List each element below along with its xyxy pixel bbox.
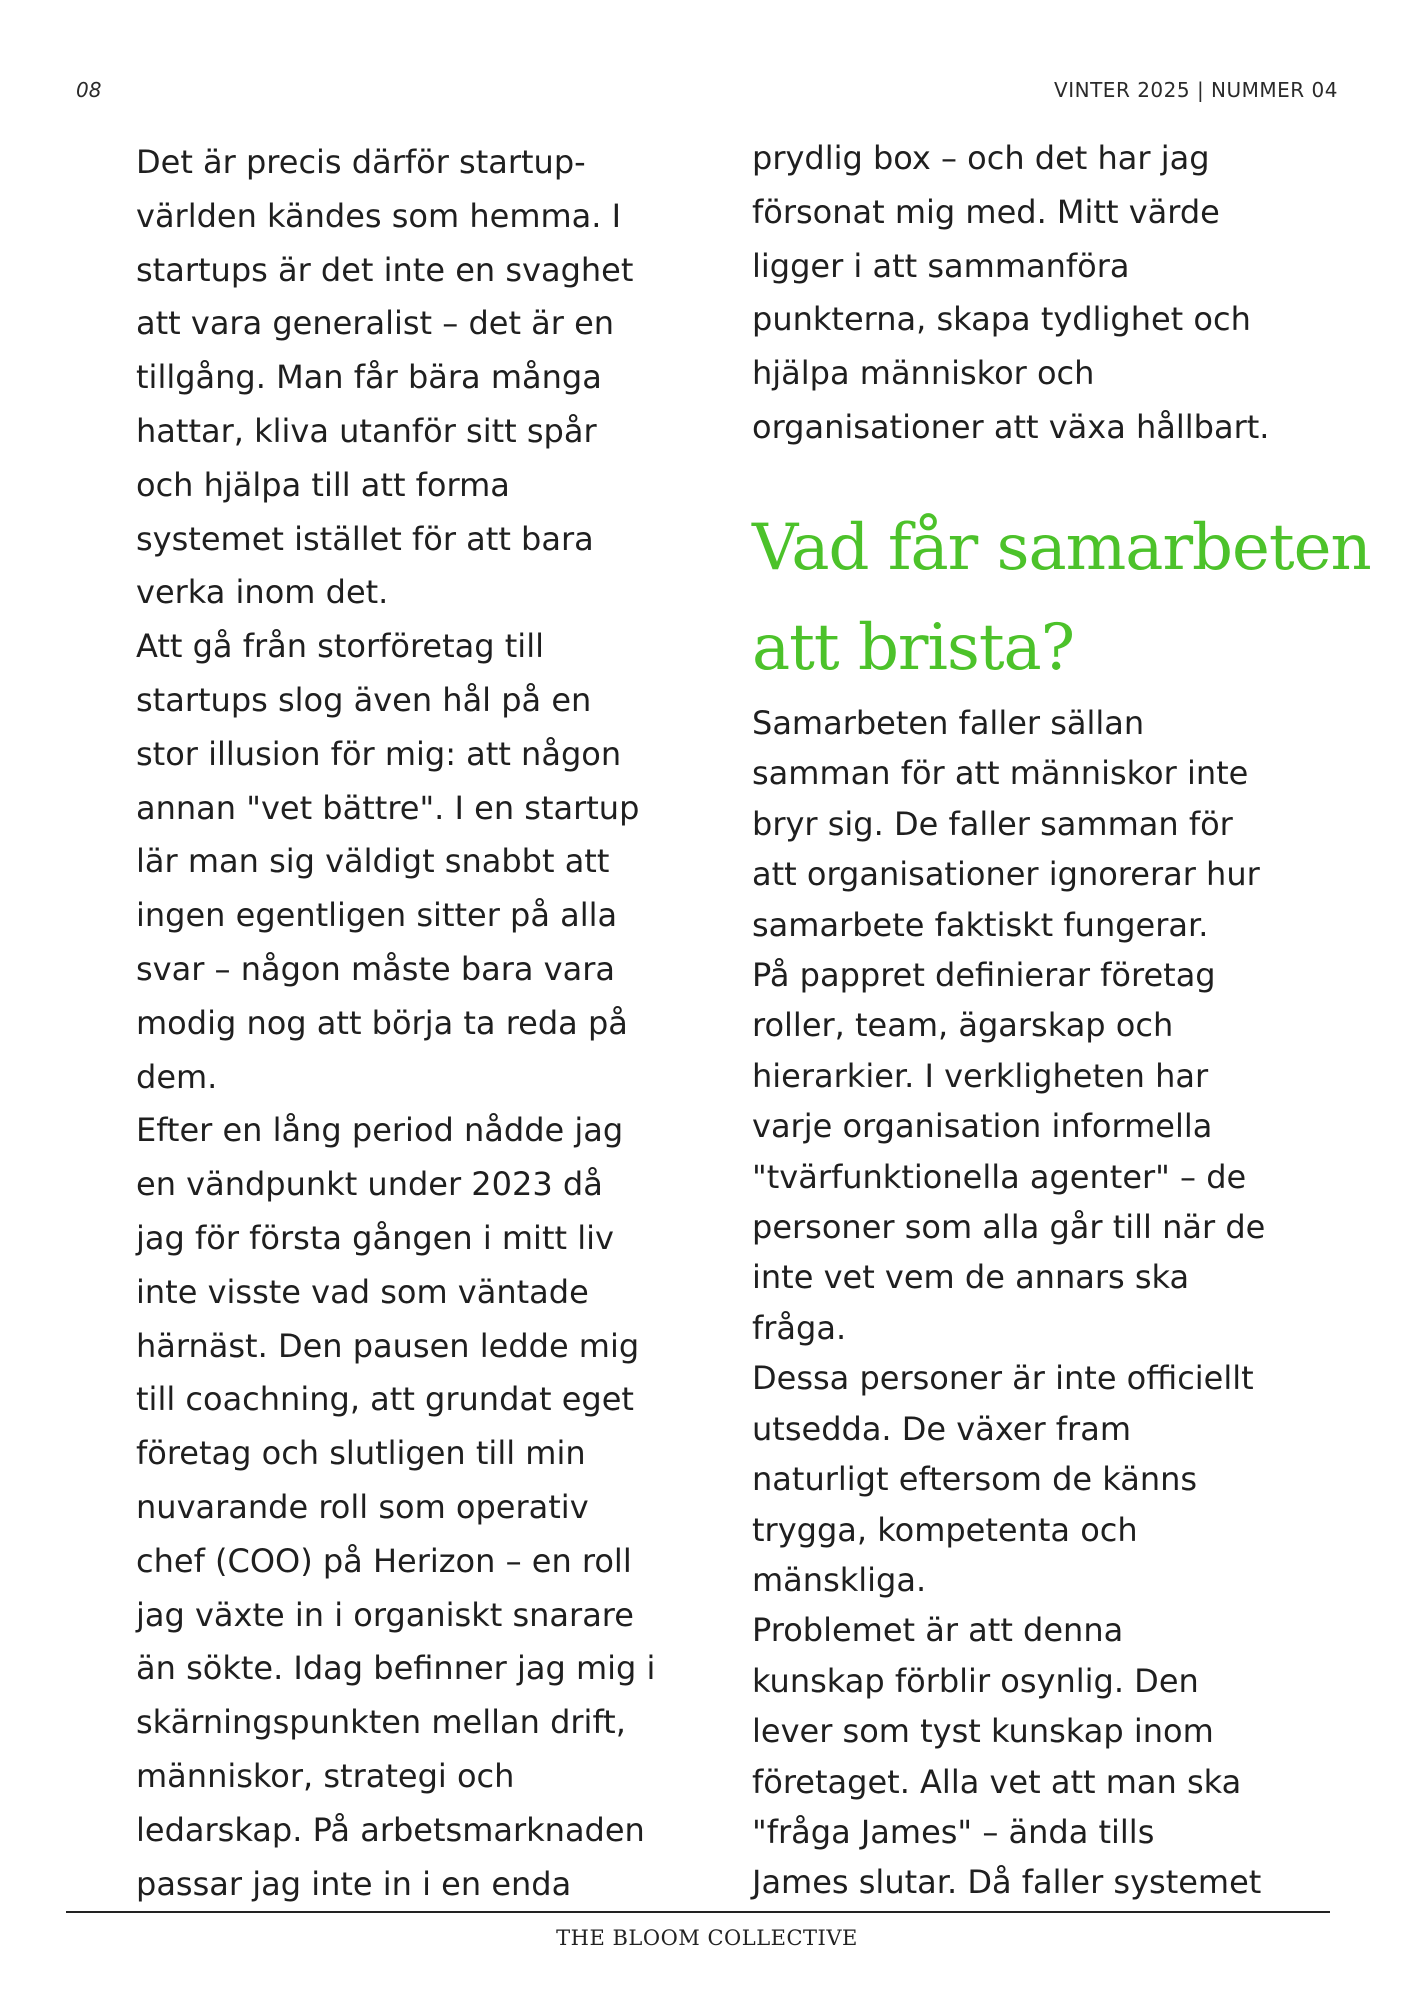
footer-publication-name: THE BLOOM COLLECTIVE	[556, 1926, 858, 1950]
text-line: prydlig box – och det har jag	[752, 139, 1210, 177]
text-line: härnäst. Den pausen ledde mig	[136, 1326, 640, 1365]
text-line: jag växte in i organiskt snarare	[136, 1595, 634, 1634]
text-line: hierarkier. I verkligheten har	[752, 1056, 1209, 1095]
right-column-intro	[752, 132, 1352, 455]
text-line: startups är det inte en svaghet	[136, 250, 634, 289]
text-line: dem.	[136, 1057, 218, 1096]
text-line: mänskliga.	[752, 1560, 927, 1599]
text-line: till coachning, att grundat eget	[136, 1380, 634, 1419]
text-line: företaget. Alla vet att man ska	[752, 1762, 1242, 1801]
text-line: Problemet är att denna	[752, 1611, 1124, 1650]
text-line: verka inom det.	[136, 573, 389, 612]
text-line: utsedda. De växer fram	[752, 1409, 1131, 1448]
text-line: jag för första gången i mitt liv	[136, 1218, 614, 1257]
text-line: roller, team, ägarskap och	[752, 1006, 1174, 1045]
heading-line: Vad får samarbeten	[752, 511, 1371, 585]
text-line: att vara generalist – det är en	[136, 304, 615, 343]
text-line: stor illusion för mig: att någon	[136, 734, 622, 773]
text-line: försonat mig med. Mitt värde	[752, 192, 1220, 231]
text-line: hattar, kliva utanför sitt spår	[136, 411, 597, 450]
text-line: naturligt eftersom de känns	[752, 1460, 1198, 1499]
text-line: På pappret definierar företag	[752, 956, 1216, 995]
text-line: nuvarande roll som operativ	[136, 1487, 589, 1526]
text-line: och hjälpa till att forma	[136, 465, 510, 504]
text-line: bryr sig. De faller samman för	[752, 804, 1233, 843]
text-line: "tvärfunktionella agenter" – de	[752, 1157, 1247, 1196]
text-line: svar – någon måste bara vara	[136, 949, 615, 988]
text-line: startups slog även hål på en	[136, 680, 592, 719]
text-line: inte visste vad som väntade	[136, 1272, 589, 1311]
text-line: trygga, kompetenta och	[752, 1510, 1138, 1549]
text-line: chef (COO) på Herizon – en roll	[136, 1541, 632, 1580]
text-line: Samarbeten faller sällan	[752, 704, 1145, 742]
section-heading	[752, 498, 1371, 698]
text-line: organisationer att växa hållbart.	[752, 407, 1270, 446]
text-line: punkterna, skapa tydlighet och	[752, 300, 1251, 339]
text-line: världen kändes som hemma. I	[136, 196, 622, 235]
left-column	[136, 136, 726, 1911]
text-line: Efter en lång period nådde jag	[136, 1111, 624, 1150]
text-line: systemet istället för att bara	[136, 519, 594, 558]
text-line: tillgång. Man får bära många	[136, 358, 602, 397]
right-column-body	[752, 698, 1352, 1908]
text-line: en vändpunkt under 2023 då	[136, 1165, 603, 1204]
text-line: skärningspunkten mellan drift,	[136, 1703, 626, 1742]
issue-label: VINTER 2025 | NUMMER 04	[1054, 78, 1338, 102]
footer-divider	[66, 1911, 1330, 1913]
text-line: ligger i att sammanföra	[752, 246, 1130, 285]
text-line: Att gå från storföretag till	[136, 627, 544, 666]
text-line: "fråga James" – ända tills	[752, 1812, 1155, 1851]
text-line: passar jag inte in i en enda	[136, 1864, 572, 1903]
text-line: ledarskap. På arbetsmarknaden	[136, 1810, 645, 1849]
text-line: lär man sig väldigt snabbt att	[136, 842, 610, 881]
text-line: modig nog att börja ta reda på	[136, 1003, 628, 1042]
text-line: ingen egentligen sitter på alla	[136, 896, 618, 935]
text-line: fråga.	[752, 1308, 847, 1347]
text-line: Det är precis därför startup-	[136, 143, 586, 181]
text-line: personer som alla går till när de	[752, 1208, 1266, 1247]
text-line: samarbete faktiskt fungerar.	[752, 905, 1209, 944]
text-line: att organisationer ignorerar hur	[752, 855, 1260, 894]
text-line: hjälpa människor och	[752, 354, 1095, 393]
text-line: annan "vet bättre". I en startup	[136, 788, 640, 827]
text-line: kunskap förblir osynlig. Den	[752, 1661, 1199, 1700]
text-line: än sökte. Idag befinner jag mig i	[136, 1649, 656, 1688]
text-line: människor, strategi och	[136, 1756, 515, 1795]
text-line: samman för att människor inte	[752, 754, 1249, 793]
text-line: inte vet vem de annars ska	[752, 1258, 1190, 1297]
text-line: varje organisation informella	[752, 1107, 1213, 1146]
text-line: James slutar. Då faller systemet	[752, 1863, 1262, 1902]
text-line: lever som tyst kunskap inom	[752, 1712, 1214, 1751]
page-number: 08	[76, 78, 102, 102]
text-line: Dessa personer är inte officiellt	[752, 1359, 1254, 1398]
heading-line: att brista?	[752, 611, 1074, 685]
text-line: företag och slutligen till min	[136, 1434, 586, 1473]
